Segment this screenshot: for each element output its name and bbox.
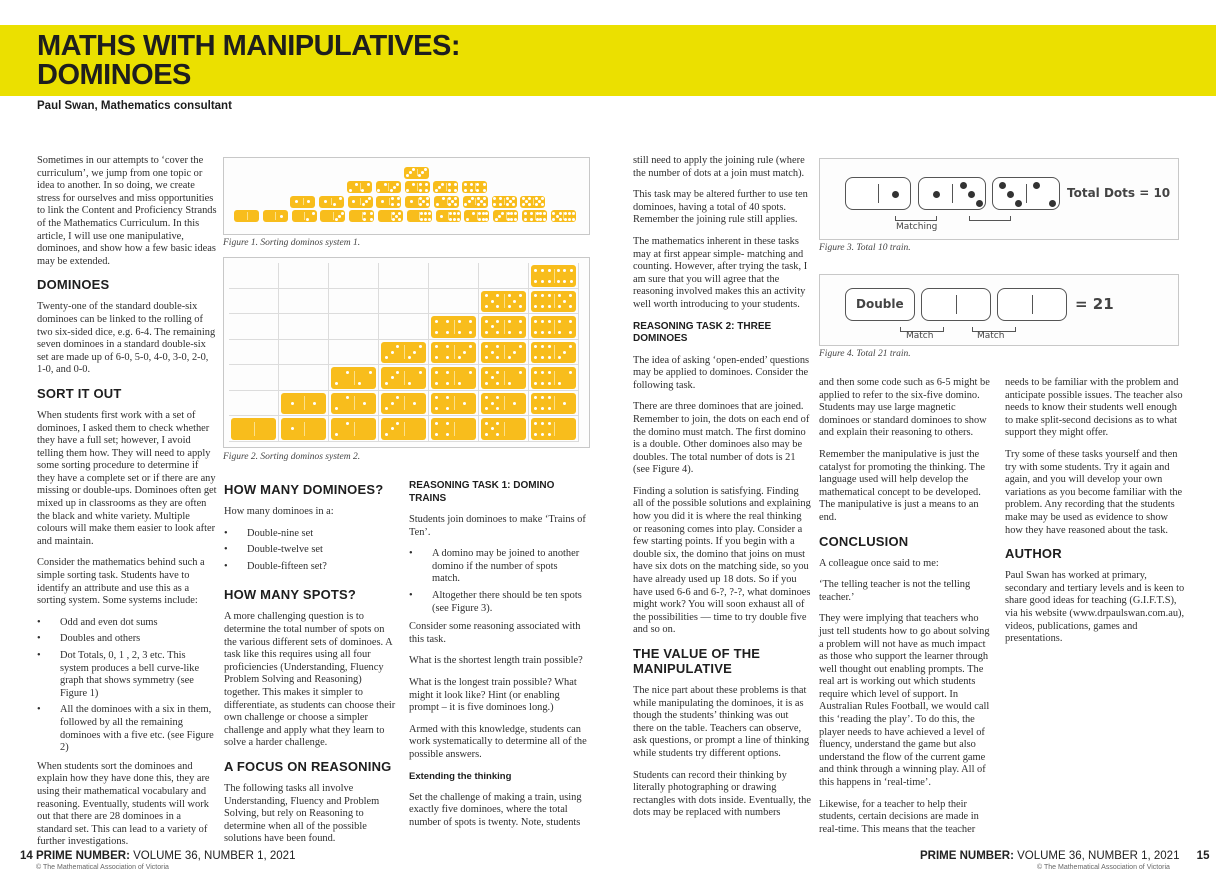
domino-2-1 <box>331 393 376 415</box>
domino-5-6 <box>551 210 576 222</box>
domino-blank <box>921 288 991 321</box>
page-number-left: 14 <box>20 850 33 862</box>
column-5 <box>819 377 995 845</box>
domino-2-2 <box>347 181 372 193</box>
figure-2-sorting-system-2 <box>223 257 590 448</box>
matching-bracket <box>969 216 1011 221</box>
domino-0-0 <box>234 210 259 222</box>
heading-how-many-dominoes: HOW MANY DOMINOES? <box>224 482 384 497</box>
domino-3-3 <box>404 167 429 179</box>
copyright-left: © The Mathematical Association of Victoria <box>36 864 169 871</box>
grid-cell <box>329 263 379 289</box>
figure-2-caption: Figure 2. Sorting dominos system 2. <box>223 452 361 462</box>
domino-4-0 <box>431 418 476 440</box>
heading-reasoning-task-2: REASONING TASK 2: THREE DOMINOES <box>633 320 772 345</box>
figure-3-total-10-train <box>819 158 1179 240</box>
grid-cell <box>279 365 329 391</box>
domino-1-2 <box>319 196 344 208</box>
paragraph: Try some of these tasks yourself and then try with some students. Try it again and again, and you will develop your own variations as you become familiar with the problem. Any recording that the students make may be used as evidence to show how they have reasoned about the task. <box>1005 448 1183 536</box>
domino-5-5 <box>520 196 545 208</box>
paragraph: The mathematics inherent in these tasks may at first appear simple- matching and counting. However, after trying the task, I am sure that you will agree that the reasoning involved makes this an activity well worth introducing to your students. <box>633 235 808 310</box>
domino-5-3 <box>481 342 526 364</box>
title-line-2: DOMINOES <box>37 59 191 91</box>
grid-cell <box>479 263 529 289</box>
grid-cell <box>429 263 479 289</box>
paragraph: When students first work with a set of dominoes, I asked them to check whether they have a full set; however, I avoid telling them how. They will need to apply some sorting procedure to determine if they have a complete set or if there are any missing or double-ups. Dominoes often get mixed up in classrooms as they are often the black and white variety. Multiple colours will make them easier to look after and maintain. <box>37 409 217 547</box>
list-item: • A domino may be joined to another domino if the number of spots match. <box>409 548 587 586</box>
list-item: • Dot Totals, 0, 1 , 2, 3 etc. This system produces a bell curve-like graph that shows symmetry (see Figure 1) <box>37 650 217 700</box>
heading-focus-on-reasoning: A FOCUS ON REASONING <box>224 758 392 774</box>
paragraph: Consider the mathematics behind such a simple sorting task. Students have to identify an attribute and use this as a sorting system. Some systems include: <box>37 557 205 607</box>
figure-1-sorting-system-1 <box>223 157 590 235</box>
grid-cell <box>379 289 429 315</box>
domino-1-6 <box>436 210 461 222</box>
paragraph: and then some code such as 6-5 might be applied to refer to the six-five domino. Students may use large magnetic dominoes or standard dominoes to show and explain their reasoning to others. <box>819 377 990 439</box>
domino-1-1 <box>281 393 326 415</box>
task1-rules-list <box>409 548 587 615</box>
domino-4-4 <box>431 316 476 338</box>
paragraph: The following tasks all involve Understanding, Fluency and Problem Solving, but rely on Reasoning to determine when all of the possible solutions have been found. <box>224 782 380 845</box>
domino-2-2 <box>331 367 376 389</box>
domino-2-6 <box>464 210 489 222</box>
heading-reasoning-task-1: REASONING TASK 1: DOMINO TRAINS <box>409 480 555 504</box>
paragraph: What is the shortest length train possible? <box>409 655 583 667</box>
domino-1-5 <box>405 196 430 208</box>
column-3 <box>409 478 587 838</box>
heading-author: AUTHOR <box>1005 546 1062 562</box>
grid-cell <box>229 263 279 289</box>
domino-6-1 <box>531 393 576 415</box>
domino-1-0 <box>281 418 326 440</box>
heading-dominoes: DOMINOES <box>37 277 110 293</box>
paragraph: Finding a solution is satisfying. Finding all of the possible solutions and explaining how you did it is where the real thinking or reasoning comes into play. Consider a few starting points. If you begin with a double six, the domino that joins on must have six dots on the matching side, so you have already used up 18 dots. So if you have used 6-6 and 6-?, ?-?, what dominoes might work? You will soon exhaust all of the possibilities — time to try double five and so on. <box>633 485 811 636</box>
footer-right <box>920 850 1209 862</box>
grid-cell <box>279 340 329 366</box>
column-6 <box>1005 377 1185 655</box>
paragraph: When students sort the dominoes and explain how they have done this, they are using their mathematical vocabulary and reasoning. Eventually, students will work out that there are 28 dominoes in a standard set. This can lead to a variety of further investigations. <box>37 760 210 848</box>
domino-double: Double <box>845 288 915 321</box>
heading-conclusion: CONCLUSION <box>819 533 909 549</box>
journal-name: PRIME NUMBER: <box>36 850 130 862</box>
grid-cell <box>429 289 479 315</box>
paragraph: The nice part about these problems is that while manipulating the dominoes, it is as though the students’ thinking was out there on the table. Teachers can observe, ask questions, or prompt a line of thinking while students try different options. <box>633 685 810 759</box>
grid-cell <box>229 340 279 366</box>
grid-cell <box>279 314 329 340</box>
figure-4-caption: Figure 4. Total 21 train. <box>819 349 911 359</box>
total-dots-label: Total Dots = 10 <box>1067 186 1171 200</box>
domino-blank <box>997 288 1067 321</box>
domino-2-5 <box>434 196 459 208</box>
grid-cell <box>279 263 329 289</box>
domino-1-3 <box>918 177 986 210</box>
domino-6-6 <box>531 265 576 287</box>
domino-3-0 <box>381 418 426 440</box>
domino-sets-list <box>224 528 396 574</box>
domino-0-5 <box>378 210 403 222</box>
paragraph: Likewise, for a teacher to help their students, certain decisions are made in real-time. This means that the teacher <box>819 798 979 835</box>
paragraph: They were implying that teachers who just tell students how to go about solving a problem will not have as much impact as those who support the learner through well thought out enabling prompts. The real art is working out which students require which level of support. In Australian Rules Football, we would call this ‘reading the play’. To do this, the player needs to have achieved a level of fluency, understand the game but also understand the flow of the current game and think through a winning play. All of this happens in ‘real-time’. <box>819 613 990 789</box>
figure-4-total-21-train <box>819 274 1179 346</box>
total-21-label: = 21 <box>1075 295 1114 313</box>
domino-6-3 <box>531 342 576 364</box>
match-label: Match <box>906 331 934 341</box>
list-item: • Altogether there should be ten spots (see Figure 3). <box>409 590 587 615</box>
domino-2-4 <box>405 181 430 193</box>
domino-5-2 <box>481 367 526 389</box>
matching-label: Matching <box>896 222 938 232</box>
grid-cell <box>379 263 429 289</box>
match-label: Match <box>977 331 1005 341</box>
paragraph: What is the longest train possible? What might it look like? Hint (or enabling prompt – it is five dominoes long.) <box>409 676 577 714</box>
heading-extending-the-thinking: Extending the thinking <box>409 770 512 782</box>
grid-cell <box>229 391 279 417</box>
domino-4-5 <box>492 196 517 208</box>
title-line-1: MATHS WITH MANIPULATIVES: <box>37 30 460 62</box>
column-4 <box>633 155 811 829</box>
grid-cell <box>329 289 379 315</box>
list-item: • Doubles and others <box>37 633 217 646</box>
domino-6-2 <box>531 367 576 389</box>
domino-6-4 <box>531 316 576 338</box>
list-item: • Double-twelve set <box>224 544 396 557</box>
grid-cell <box>279 289 329 315</box>
paragraph: Remember the manipulative is just the catalyst for promoting the thinking. The language used will help develop the mathematical concept to be developed. The manipulative is just a means to an end. <box>819 448 986 523</box>
domino-4-1 <box>431 393 476 415</box>
author-bio: Paul Swan has worked at primary, secondary and tertiary levels and is keen to share good ideas for teaching (G.I.F.T.S), via his website (www.drpaulswan.com.au), videos, publications, games and presentations. <box>1005 570 1185 645</box>
paragraph: Set the challenge of making a train, using exactly five dominoes, where the total number of spots is twenty. Note, students <box>409 791 582 828</box>
paragraph: still need to apply the joining rule (where the number of dots at a join must match). <box>633 155 805 179</box>
domino-4-6 <box>522 210 547 222</box>
figure-3-caption: Figure 3. Total 10 train. <box>819 243 911 253</box>
figure-1-caption: Figure 1. Sorting dominos system 1. <box>223 238 361 248</box>
domino-1-1 <box>290 196 315 208</box>
domino-3-6 <box>493 210 518 222</box>
paragraph: needs to be familiar with the problem and anticipate possible issues. The teacher also needs to know their students well enough to make split-second decisions as to what support they might offer. <box>1005 377 1183 439</box>
grid-cell <box>329 340 379 366</box>
domino-4-3 <box>431 342 476 364</box>
heading-value-of-manipulative: THE VALUE OF THE MANIPULATIVE <box>633 646 761 676</box>
article-title <box>37 32 460 90</box>
paragraph: There are three dominoes that are joined. Remember to join, the dots on each end of the domino must match. The first domino is a double. Other dominoes also may be doubles. The total number of dots is 21 (see Figure 4). <box>633 401 810 476</box>
domino-5-5 <box>481 291 526 313</box>
issue-info: VOLUME 36, NUMBER 1, 2021 <box>1013 850 1180 862</box>
paragraph: The idea of asking ‘open-ended’ questions may be applied to dominoes. Consider the following task. <box>633 354 810 391</box>
domino-0-4 <box>349 210 374 222</box>
paragraph: How many dominoes in a: <box>224 506 334 517</box>
quote: ‘The telling teacher is not the telling teacher.’ <box>819 579 971 603</box>
byline: Paul Swan, Mathematics consultant <box>37 100 232 112</box>
list-item: • Double-nine set <box>224 528 396 541</box>
grid-cell <box>379 314 429 340</box>
paragraph: Consider some reasoning associated with this task. <box>409 621 581 645</box>
intro-paragraph: Sometimes in our attempts to ‘cover the curriculum’, we jump from one topic or idea to another. In so doing, we create stress for ourselves and miss opportunities to link the Content and Proficiency Strands of the Mathematics Curriculum. In this article, I will use one manipulative, dominoes, and show how a few basic ideas may be extended. <box>37 155 217 267</box>
domino-1-4 <box>376 196 401 208</box>
domino-3-4 <box>433 181 458 193</box>
domino-5-1 <box>481 393 526 415</box>
column-1 <box>37 155 217 858</box>
domino-5-4 <box>481 316 526 338</box>
paragraph: Armed with this knowledge, students can work systematically to determine all of the possible answers. <box>409 723 587 760</box>
paragraph: Twenty-one of the standard double-six dominoes can be linked to the rolling of two six-sided dice, e.g. 6-4. The remaining seven dominoes in a standard double-six set are made up of 6-0, 5-0, 4-0, 3-0, 2-0, 1-0, and 0-0. <box>37 301 216 376</box>
column-2 <box>224 478 396 855</box>
domino-0-3 <box>320 210 345 222</box>
domino-6-5 <box>531 291 576 313</box>
footer-left <box>20 850 295 862</box>
issue-info: VOLUME 36, NUMBER 1, 2021 <box>129 850 296 862</box>
domino-0-0 <box>231 418 276 440</box>
grid-cell <box>329 314 379 340</box>
domino-1-3 <box>348 196 373 208</box>
heading-how-many-spots: HOW MANY SPOTS? <box>224 587 357 603</box>
domino-4-4 <box>462 181 487 193</box>
domino-3-5 <box>463 196 488 208</box>
domino-4-2 <box>431 367 476 389</box>
paragraph: Students can record their thinking by literally photographing or drawing rectangles with dots inside. Eventually, the dots may be replaced with numbers <box>633 769 811 819</box>
domino-3-2 <box>992 177 1060 210</box>
paragraph: This task may be altered further to use ten dominoes, having a total of 40 spots. Remember the joining rule still applies. <box>633 189 808 226</box>
paragraph: A more challenging question is to determine the total number of spots on the various different sets of dominoes. A task like this requires using all four proficiencies (Understanding, Fluency Problem Solving and Reasoning) together. This makes it simpler to differentiate, as students can choose their own challenge or choose a simpler challenge and apply what they learn to solve a harder challenge. <box>224 611 396 749</box>
journal-name: PRIME NUMBER: <box>920 850 1014 862</box>
domino-2-0 <box>331 418 376 440</box>
matching-bracket <box>895 216 937 221</box>
heading-sort-it-out: SORT IT OUT <box>37 385 122 401</box>
grid-cell <box>229 365 279 391</box>
page-number-right: 15 <box>1196 850 1210 862</box>
paragraph: Students join dominoes to make ‘Trains of Ten’. <box>409 514 586 538</box>
domino-0-2 <box>292 210 317 222</box>
domino-0-1 <box>845 177 911 210</box>
sorting-systems-list <box>37 617 217 755</box>
list-item: • Double-fifteen set? <box>224 561 396 574</box>
grid-cell <box>229 314 279 340</box>
domino-5-0 <box>481 418 526 440</box>
domino-3-1 <box>381 393 426 415</box>
domino-3-3 <box>381 342 426 364</box>
domino-2-3 <box>376 181 401 193</box>
domino-0-6 <box>407 210 432 222</box>
list-item: • Odd and even dot sums <box>37 617 217 630</box>
domino-3-2 <box>381 367 426 389</box>
domino-6-0 <box>531 418 576 440</box>
domino-0-1 <box>263 210 288 222</box>
paragraph: A colleague once said to me: <box>819 557 939 569</box>
grid-cell <box>229 289 279 315</box>
list-item: • All the dominoes with a six in them, followed by all the remaining dominoes with a five etc. (see Figure 2) <box>37 704 217 754</box>
copyright-right: © The Mathematical Association of Victoria <box>1037 864 1170 871</box>
